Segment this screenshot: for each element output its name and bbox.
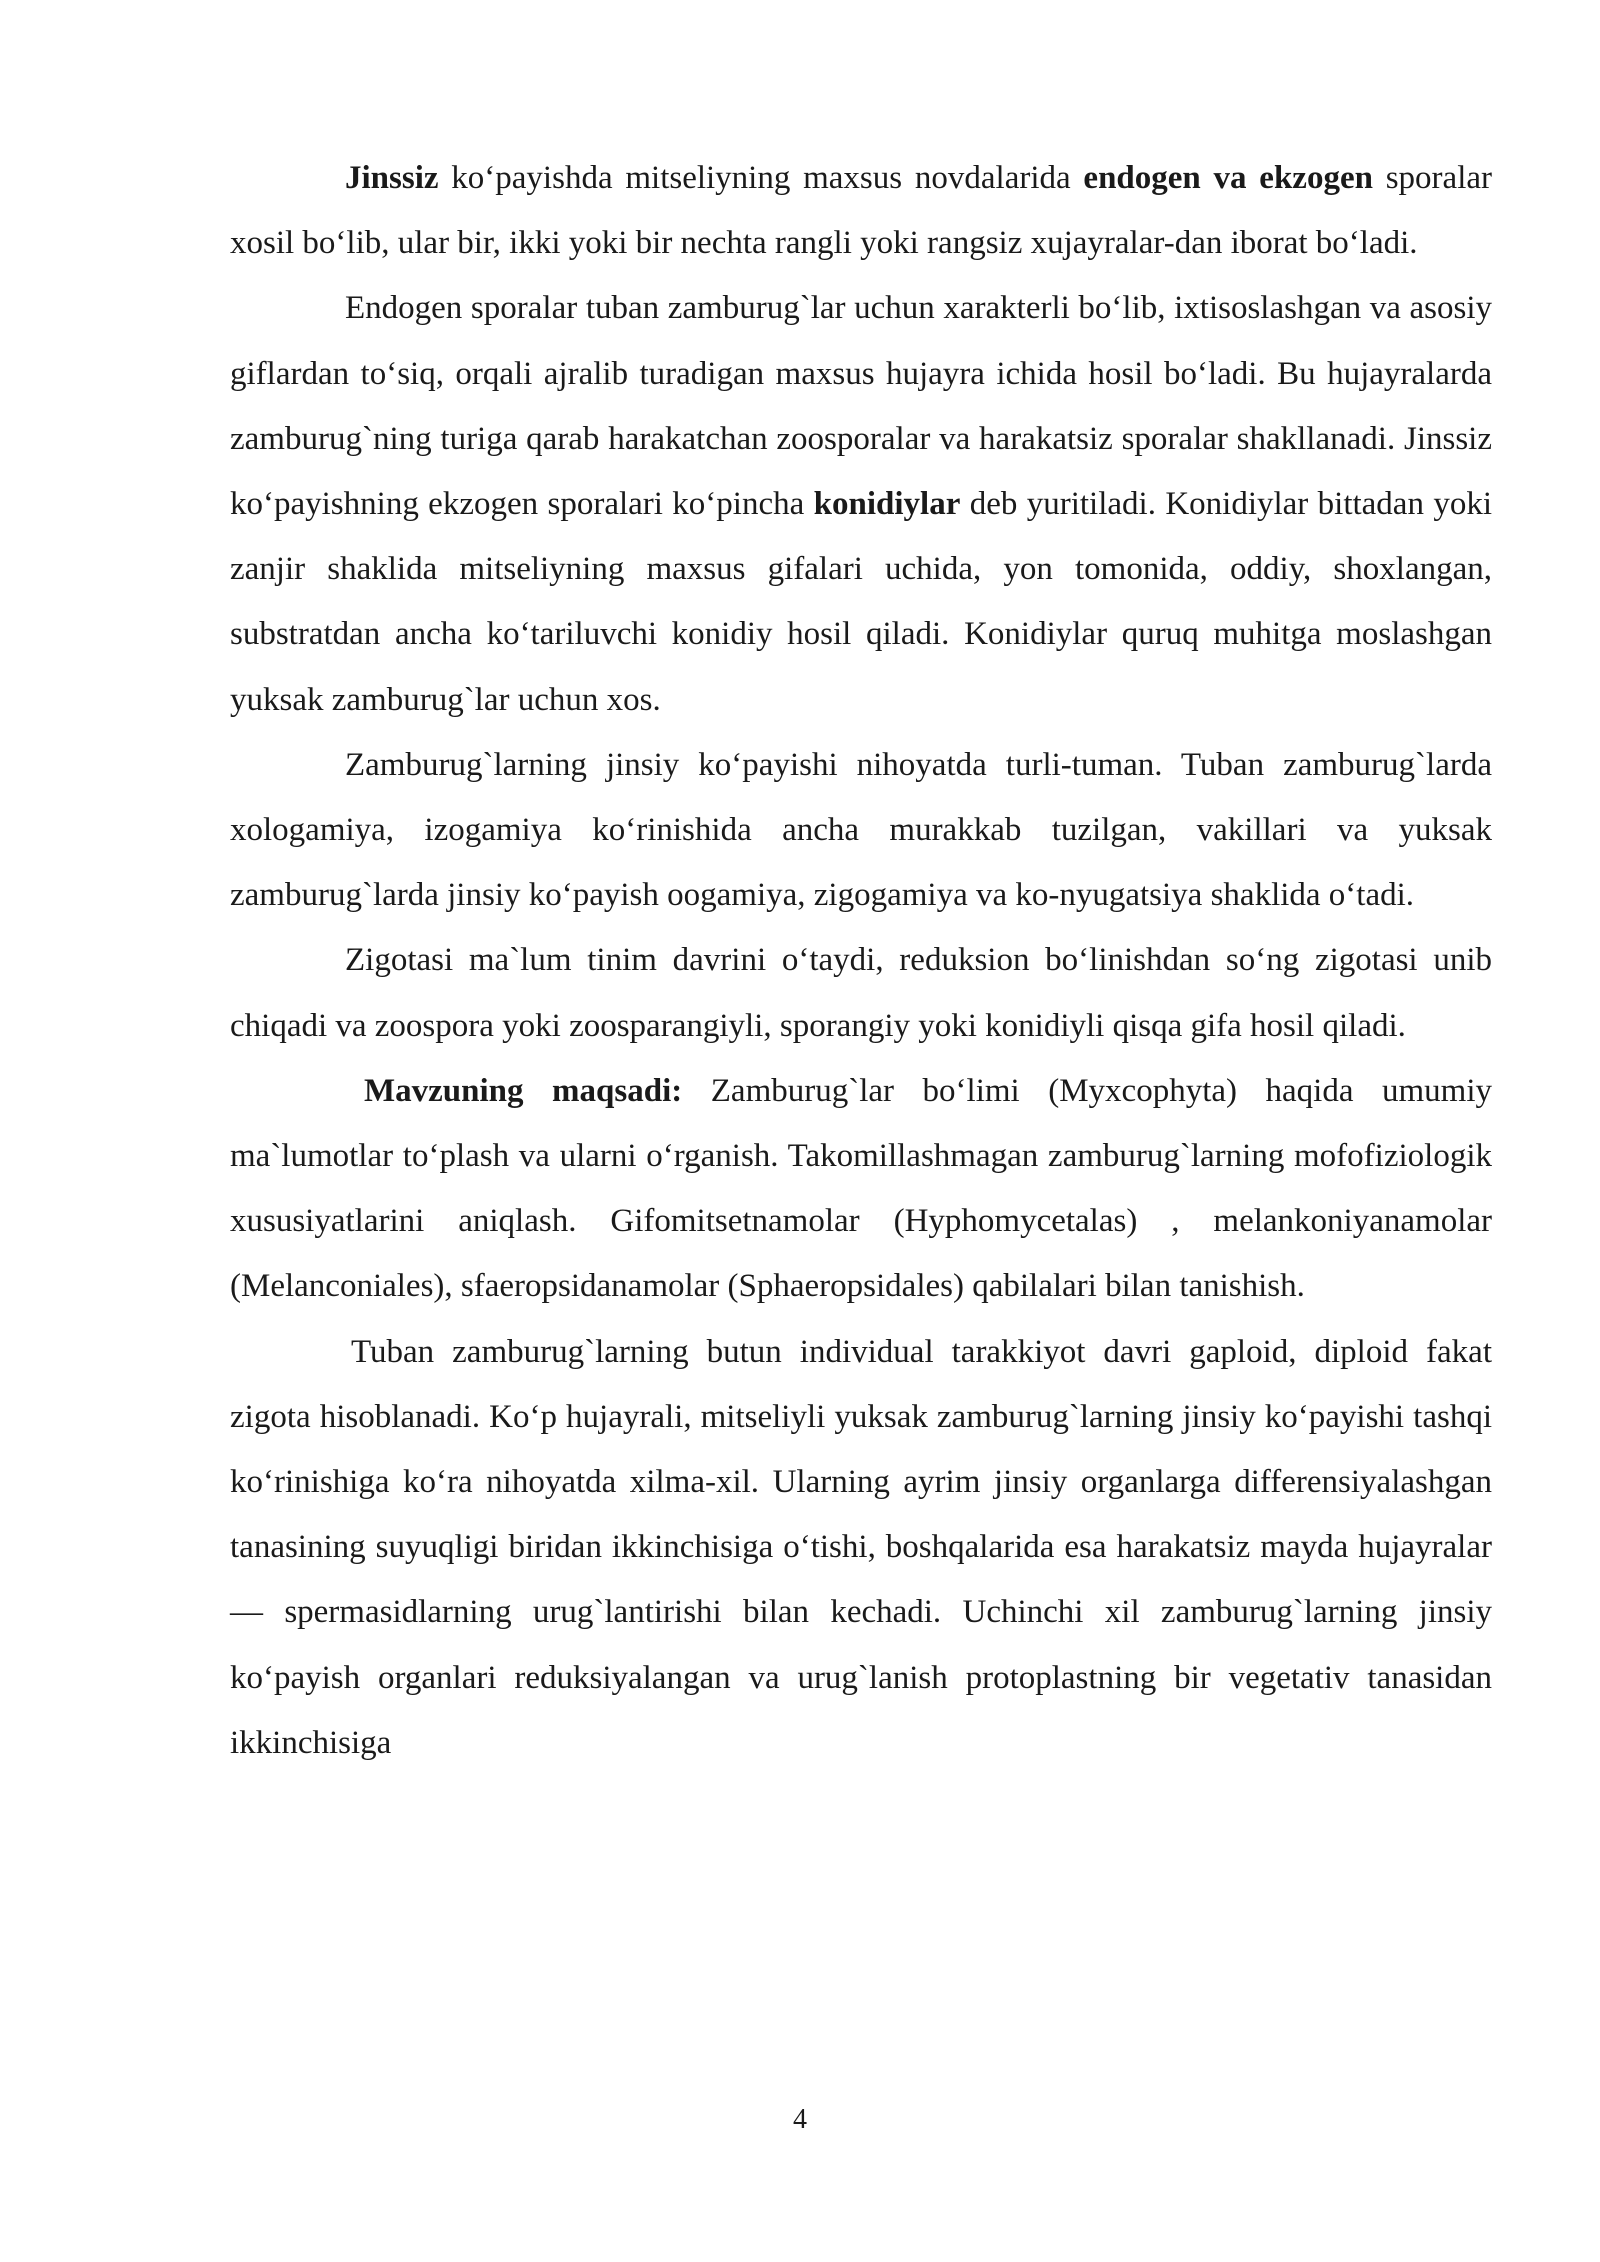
paragraph-text: Zamburug`lar bo‘limi (Myxcophyta) haqida umumiy ma`lumotlar to‘plash va ularni o‘rganish. Takomillashmagan zamburug`larning mofofiziologik xususiyatlarini aniqlash. Gifomitsetnamolar (Hyphomycetalas) , melankoniyanamolar (Melanconiales), sfaeropsidanamolar (Sphaeropsidales) qabilalari bilan tanishish.	[230, 1072, 1493, 1305]
paragraph-text: Endogen sporalar tuban zamburug`lar uchun xarakterli bo‘lib, ixtisoslashgan va asosiy giflardan to‘siq, orqali ajralib turadigan maxsus hujayra ichida hosil bo‘ladi. Bu hujayralarda zamburug`ning turiga qarab harakatchan zoosporalar va harakatsiz sporalar shakllanadi. Jinssiz ko‘payishning ekzogen sporalari ko‘pincha	[230, 290, 1492, 523]
paragraph-text: Zamburug`larning jinsiy ko‘payishi nihoyatda turli-tuman. Tuban zamburug`larda xologamiya, izogamiya ko‘rinishida ancha murakkab tuzilgan, vakillari va yuksak zamburug`larda jinsiy ko‘payish oogamiya, zigogamiya va ko-nyugatsiya shaklida o‘tadi.	[230, 746, 1492, 914]
paragraph-sexual-reproduction	[230, 733, 1492, 929]
paragraph-zygote	[230, 928, 1492, 1058]
paragraph-text: deb yuritiladi. Konidiylar bittadan yoki zanjir shaklida mitseliyning maxsus gifalari uchida, yon tomonida, oddiy, shoxlangan, substratdan ancha ko‘tariluvchi konidiy hosil qiladi. Konidiylar quruq muhitga moslashgan yuksak zamburug`lar uchun xos.	[230, 486, 1492, 718]
paragraph-text: Tuban zamburug`larning butun individual tarakkiyot davri gaploid, diploid fakat zigota hisoblanadi. Ko‘p hujayrali, mitseliyli yuksak zamburug`larning jinsiy ko‘payishi tashqi ko‘rinishiga ko‘ra nihoyatda xilma-xil. Ularning ayrim jinsiy organlarga differensiyalashgan tanasining suyuqligi biridan ikkinchisiga o‘tishi, boshqalarida esa harakatsiz mayda hujayralar — spermasidlarning urug`lantirishi bilan kechadi. Uchinchi xil zamburug`larning jinsiy ko‘payish organlari reduksiyalangan va urug`lanish protoplastning bir vegetativ tanasidan ikkinchisiga	[230, 1333, 1492, 1761]
term-jinssiz: Jinssiz	[345, 160, 439, 196]
term-endogen-ekzogen: endogen va ekzogen	[1083, 160, 1373, 196]
paragraph-lower-fungi	[230, 1320, 1492, 1776]
paragraph-topic-goal	[230, 1059, 1492, 1320]
term-mavzuning-maqsadi: Mavzuning maqsadi:	[364, 1072, 683, 1109]
body-text	[230, 146, 1492, 1776]
paragraph-text: sporalar xosil bo‘lib, ular bir, ikki yoki bir nechta rangli yoki rangsiz xujayralar-dan iborat bo‘ladi.	[230, 160, 1492, 262]
paragraph-endogen-spores	[230, 276, 1492, 732]
term-konidiylar: konidiylar	[813, 486, 961, 523]
paragraph-text: Zigotasi ma`lum tinim davrini o‘taydi, reduksion bo‘linishdan so‘ng zigotasi unib chiqadi va zoospora yoki zoosparangiyli, sporangiy yoki konidiyli qisqa gifa hosil qiladi.	[230, 942, 1492, 1044]
paragraph-text: ko‘payishda mitseliyning maxsus novdalarida	[438, 160, 1084, 196]
page-number: 4	[793, 2104, 807, 2135]
paragraph-asexual-reproduction	[230, 146, 1492, 276]
